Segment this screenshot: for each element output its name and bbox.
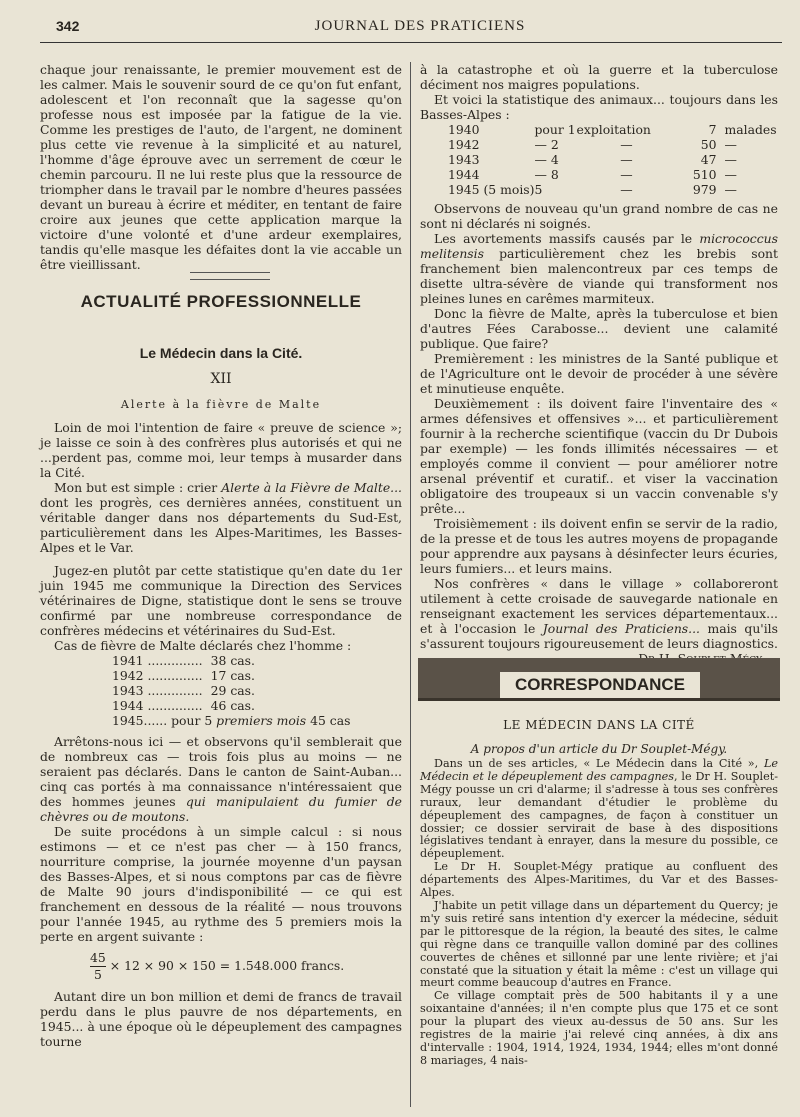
paragraph: Observons de nouveau qu'un grand nombre de cas ne sont ni déclarés ni soignés. [420,201,778,231]
article-heading: Alerte à la fièvre de Malte [120,398,322,411]
paragraph: Troisièmement : ils doivent enfin se servir de la radio, de la presse et de tous les autres moyens de propagande pour apprendre aux paysans à désinfecter leurs écuries, leurs fumiers... et leurs mains. [420,516,778,576]
paragraph: Jugez-en plutôt par cette statistique qu'en date du 1er juin 1945 me communique la Direction des Services vétérinaires de Digne, statistique dont le sens se trouve confirmé par une nombreuse correspondance de confrères médecins et vétérinaires du Sud-Est. [40,563,402,638]
paragraph: J'habite un petit village dans un département du Quercy; je m'y suis retiré sans intention d'y exercer la médecine, séduit par le pittoresque de la région, la beauté des sites, le calme qui règne dans ce tranquille vallon dominé par des collines couvertes de chênes et sillonné par une lente rivière; et j'ai constaté que la situation y était la même : c'est un village qui meurt comme beaucoup d'autres en France. [420,898,778,990]
paragraph: Nos confrères « dans le village » collaboreront utilement à cette croisade de sauvegarde nationale en renseignant exactement les services départementaux... et à l'occasion le Journal des Praticiens... mais qu'ils s'assurent toujours rigoureusement de leurs diagnostics. [420,576,778,651]
table-row: 1945 (5 mois) 5 — 979 — [448,182,737,197]
paragraph: Ce village comptait près de 500 habitants il y a une soixantaine d'années; il n'en compte plus que 175 et ce sont pour la plupart des vieux au-dessus de 50 ans. Sur les registres de la mairie j'ai relevé cinq années, à dix ans d'intervalle : 1904, 1914, 1924, 1934, 1944; elles m'ont donné 8 mariages, 4 nais- [420,989,778,1067]
table-row: 1944 .............. 46 cas. [112,698,255,713]
correspondance-title: CORRESPONDANCE [500,672,700,698]
header-rule [40,42,782,43]
paragraph: Deuxièmement : ils doivent faire l'inventaire des « armes défensives et offensives »... et particulièrement fournir à la recherche scientifique (vaccin du Dr Dubois par exemple) — les fonds illimités nécessaires — et employés comme il convient — pour améliorer notre arsenal préventif et curatif.. et viser la vaccination obligatoire des troupeaux si un vaccin convenable s'y prête... [420,396,778,516]
fraction: $\frac{45}{5}$ [90,950,106,982]
table-row: 1944 — 8 — 510 — [448,167,737,182]
paragraph: Cas de fièvre de Malte déclarés chez l'homme : [54,638,352,653]
animal-stats-table [448,122,777,197]
column-divider [410,62,411,1107]
table-row: 1940 pour 1 exploitation 7 malades [448,122,777,137]
paragraph: Loin de moi l'intention de faire « preuve de science »; je laisse ce soin à des confrères plus autorisés et qui ne ...perdent pas, comme moi, leur temps à musarder dans la Cité. [40,420,402,480]
human-stats-table [112,653,255,713]
stat-1945: 1945...... pour 5 premiers mois 45 cas [112,713,351,728]
section-title: ACTUALITÉ PROFESSIONNELLE [80,292,362,311]
paragraph: Les avortements massifs causés par le micrococcus melitensis particulièrement chez les brebis sont franchement bien malencontreux par ces temps de disette ultra-sévère de viande qui transforment nos pleines lunes en carêmes marmiteux. [420,231,778,306]
left-intro [40,62,402,272]
table-row: 1943 .............. 29 cas. [112,683,255,698]
paragraph: De suite procédons à un simple calcul : si nous estimons — et ce n'est pas cher — à 150 francs, nourriture comprise, la journée moyenne d'un paysan des Basses-Alpes, et si nous comptons par cas de fièvre de Malte 90 jours d'indisponibilité — ce qui est franchement en dessous de la réalité — nous trouvons pour l'année 1945, au rythme des 5 premiers mois la perte en argent suivante : [40,824,402,944]
table-row: 1943 — 4 — 47 — [448,152,737,167]
left-article-body [40,420,402,1049]
banner-rule [418,698,780,701]
calculation: $\frac{45}{5}$ × 12 × 90 × 150 = 1.548.000 francs. [90,950,345,982]
paragraph: Et voici la statistique des animaux... toujours dans les Basses-Alpes : [420,92,778,122]
journal-title: JOURNAL DES PRATICIENS [314,18,526,34]
article-title: Le Médecin dans la Cité. [139,345,303,361]
table-row: 1942 .............. 17 cas. [112,668,255,683]
paragraph: Arrêtons-nous ici — et observons qu'il semblerait que de nombreux cas — trois fois plus au moins — ne seraient pas déclarés. Dans le canton de Saint-Auban... cinq cas portés à ma connaissance n'intéressaient que des hommes jeunes qui manipulaient du fumier de chèvres ou de moutons. [40,734,402,824]
correspondance-about: A propos d'un article du Dr Souplet-Mégy. [470,742,728,756]
ornament-rule [190,272,270,280]
paragraph: Mon but est simple : crier Alerte à la Fièvre de Malte... dont les progrès, ces dernières années, constituent un véritable danger dans nos départements du Sud-Est, particulièrement dans les Alpes-Maritimes, les Basses-Alpes et le Var. [40,480,402,555]
correspondance-subtitle: LE MÉDECIN DANS LA CITÉ [503,718,695,732]
correspondance-body [420,758,778,1068]
article-number: XII [210,371,232,387]
paragraph: à la catastrophe et où la guerre et la tuberculose déciment nos maigres populations. [420,62,778,92]
table-row: 1942 — 2 — 50 — [448,137,737,152]
paragraph: Autant dire un bon million et demi de francs de travail perdu dans le plus pauvre de nos départements, en 1945... à une époque où le dépeuplement des campagnes tourne [40,989,402,1049]
paragraph: Dans un de ses articles, « Le Médecin dans la Cité », Le Médecin et le dépeuplement des campagnes, le Dr H. Souplet-Mégy pousse un cri d'alarme; il s'adresse à tous ses confrères ruraux, leur demandant d'étudier le problème du dépeuplement des campagnes, de façon à constituer un dossier; ce dossier servirait de base à des dispositions législatives tendant à enrayer, dans la mesure du possible, ce dépeuplement. [420,757,778,861]
paragraph: Le Dr H. Souplet-Mégy pratique au confluent des départements des Alpes-Maritimes, du Var et des Basses-Alpes. [420,860,778,900]
paragraph: Donc la fièvre de Malte, après la tuberculose et bien d'autres Fées Carabosse... devient une calamité publique. Que faire? [420,306,778,351]
paragraph: Premièrement : les ministres de la Santé publique et de l'Agriculture ont le devoir de procéder à une sévère et minutieuse enquête. [420,351,778,396]
page-number: 342 [56,18,80,34]
right-article-body [420,62,778,666]
intro-paragraph: chaque jour renaissante, le premier mouvement est de les calmer. Mais le souvenir sourd de ce qu'on fut enfant, adolescent et l'on reconnaît que la sagesse qu'on professe nous est imposée par la fatigue de la vie. Comme les prestiges de l'auto, de l'argent, ne dominent plus cette vie revenue à la simplicité et au naturel, l'homme d'âge éprouve avec un serrement de cœur le chemin parcouru. Il ne lui reste plus que la ressource de triompher dans le travail par le nombre d'heures passées devant un bureau à écrire et méditer, en tentant de faire croire aux jeunes que cette application marque la victoire d'une volonté et d'une ardeur exemplaires, tandis qu'elle masque les défaites dont la vie accable un être vieillissant. [40,62,402,272]
table-row: 1941 .............. 38 cas. [112,653,255,668]
